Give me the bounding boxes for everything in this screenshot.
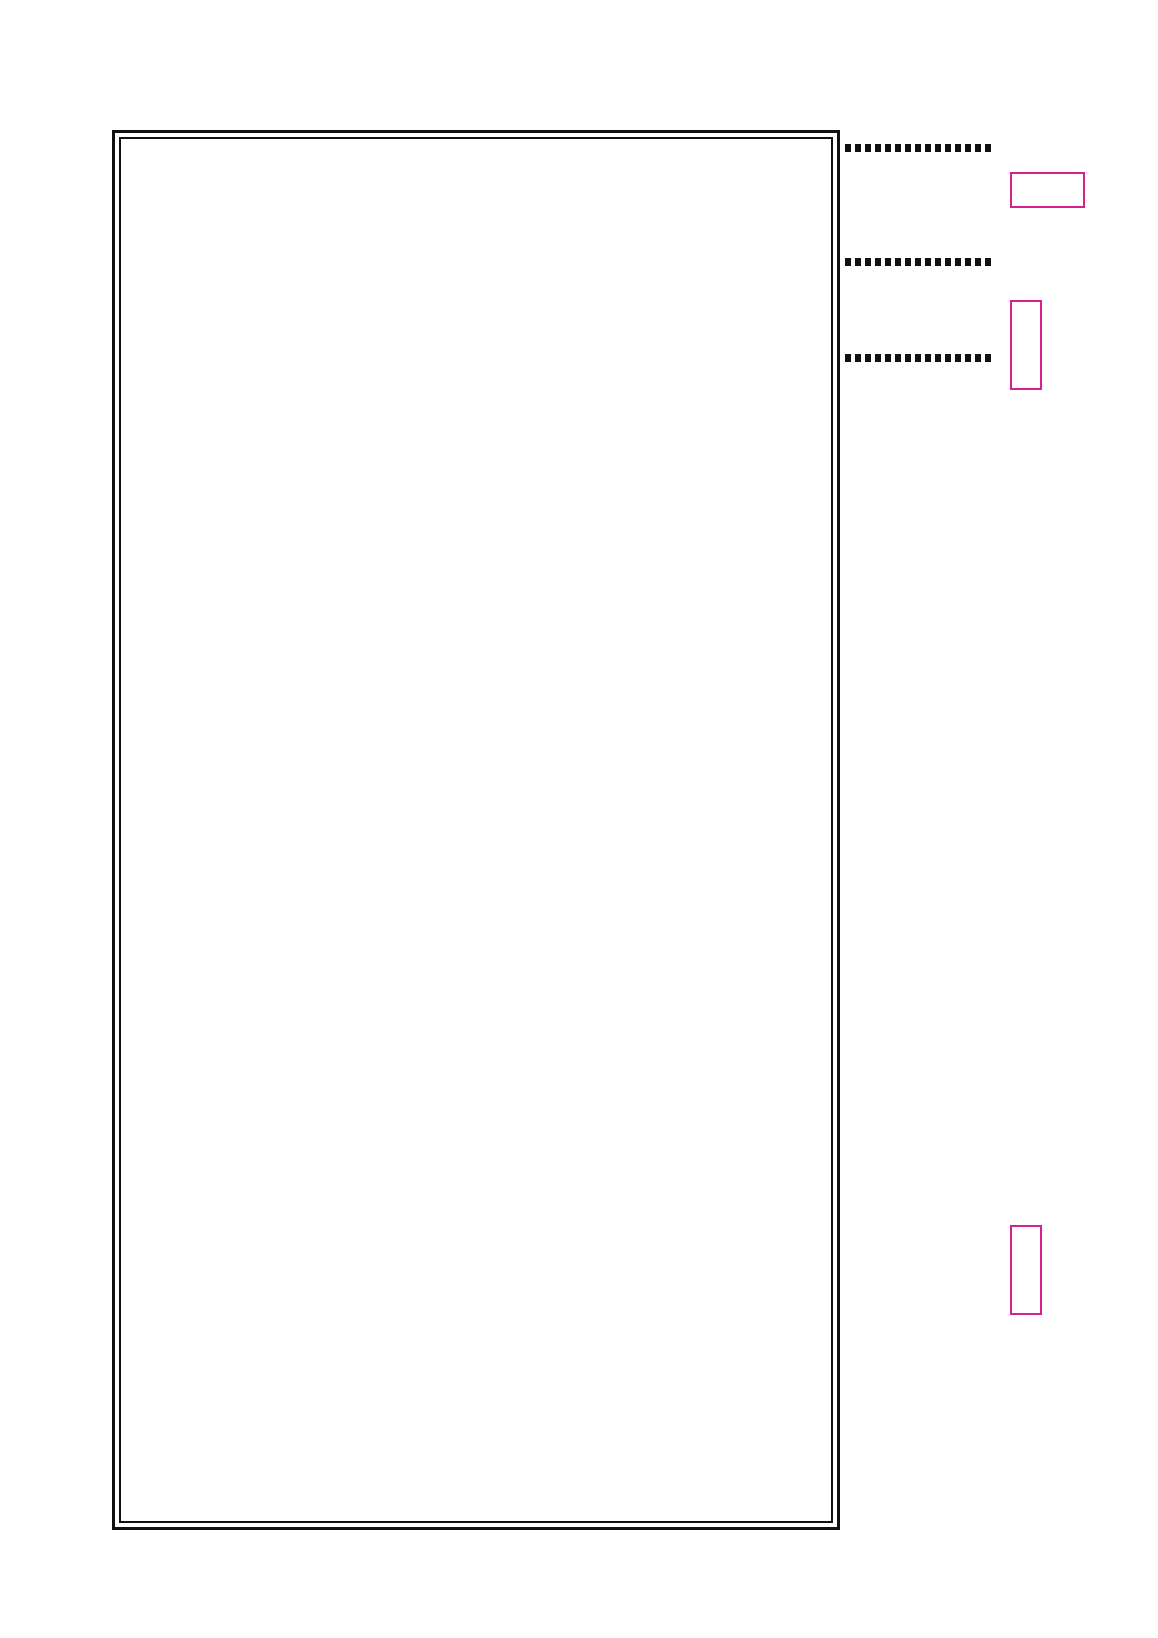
left-margin-note-bottom xyxy=(30,1290,100,1500)
main-text xyxy=(124,142,828,1518)
hadith-number-1469 xyxy=(1010,1225,1042,1315)
divider xyxy=(845,144,995,152)
right-margin-note xyxy=(1046,180,1122,1380)
hadith-number-1468 xyxy=(1010,300,1042,390)
divider xyxy=(845,354,995,362)
page-number xyxy=(415,86,595,120)
divider xyxy=(845,258,995,266)
bukhari-reference xyxy=(1010,220,1042,300)
right-margin-note-tail xyxy=(1012,1330,1042,1530)
left-margin-note-middle xyxy=(30,740,100,1270)
chapter-column xyxy=(845,130,995,1550)
left-margin-note-top xyxy=(30,250,90,490)
